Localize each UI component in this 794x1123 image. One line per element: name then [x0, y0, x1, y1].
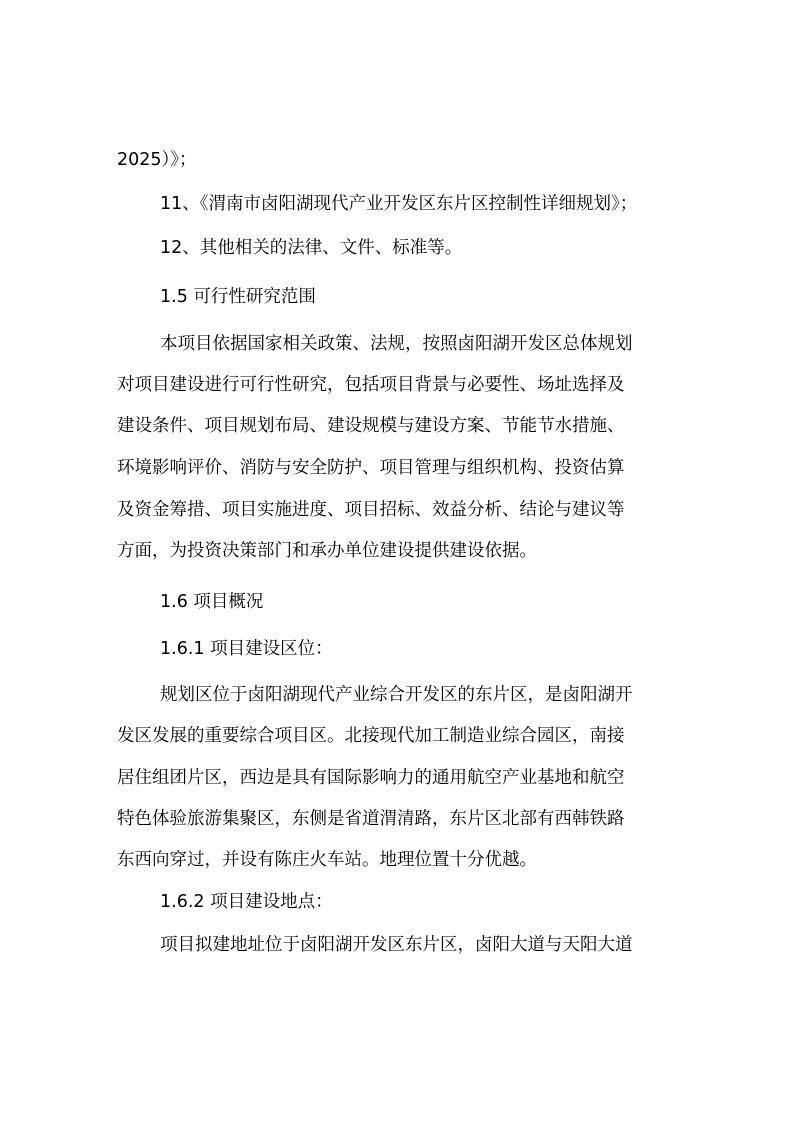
- text-line-reference-12: 12、其他相关的法律、文件、标准等。: [160, 238, 463, 258]
- paragraph-site-line-1: 项目拟建地址位于卤阳湖开发区东片区，卤阳大道与天阳大道: [160, 935, 633, 955]
- text-line-reference-10-end: 2025）》；: [117, 150, 197, 170]
- paragraph-scope-line-4: 环境影响评价、消防与安全防护、项目管理与组织机构、投资估算: [117, 458, 625, 478]
- section-heading-1-5: 1.5 可行性研究范围: [160, 287, 316, 307]
- paragraph-location-line-5: 东西向穿过，并设有陈庄火车站。地理位置十分优越。: [117, 850, 537, 870]
- paragraph-location-line-1: 规划区位于卤阳湖现代产业综合开发区的东片区，是卤阳湖开: [160, 685, 633, 705]
- text-line-reference-11: 11、《渭南市卤阳湖现代产业开发区东片区控制性详细规划》；: [160, 194, 638, 214]
- paragraph-scope-line-2: 对项目建设进行可行性研究，包括项目背景与必要性、场址选择及: [117, 375, 625, 395]
- subsection-heading-1-6-2: 1.6.2 项目建设地点：: [160, 892, 333, 912]
- subsection-heading-1-6-1: 1.6.1 项目建设区位：: [160, 639, 333, 659]
- paragraph-scope-line-6: 方面，为投资决策部门和承办单位建设提供建设依据。: [117, 541, 537, 561]
- paragraph-location-line-3: 居住组团片区，西边是具有国际影响力的通用航空产业基地和航空: [117, 768, 625, 788]
- paragraph-scope-line-5: 及资金筹措、项目实施进度、项目招标、效益分析、结论与建议等: [117, 500, 625, 520]
- paragraph-location-line-2: 发区发展的重要综合项目区。北接现代加工制造业综合园区，南接: [117, 726, 625, 746]
- paragraph-location-line-4: 特色体验旅游集聚区，东侧是省道渭清路，东片区北部有西韩铁路: [117, 809, 625, 829]
- section-heading-1-6: 1.6 项目概况: [160, 592, 264, 612]
- paragraph-scope-line-1: 本项目依据国家相关政策、法规，按照卤阳湖开发区总体规划: [160, 334, 633, 354]
- paragraph-scope-line-3: 建设条件、项目规划布局、建设规模与建设方案、节能节水措施、: [117, 416, 625, 436]
